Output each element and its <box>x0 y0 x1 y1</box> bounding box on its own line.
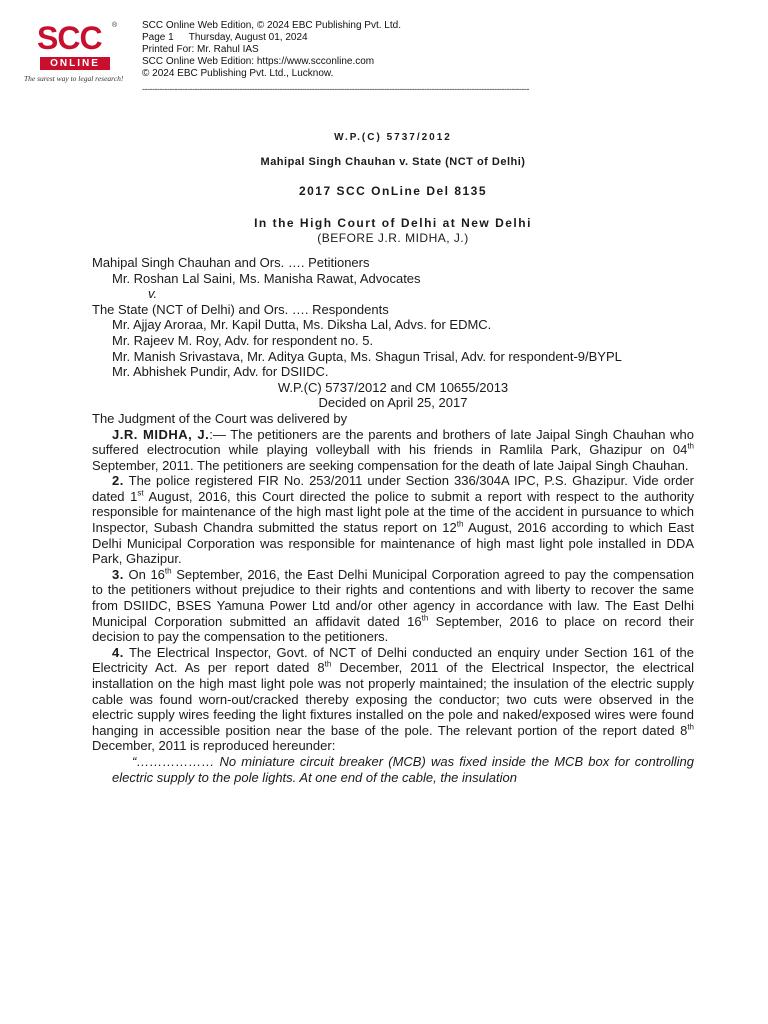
page-number: Page 1 <box>142 32 174 43</box>
paragraph-1: J.R. MIDHA, J.:— The petitioners are the parents and brothers of late Jaipal Singh Chauhan who suffered electrocution while playing volleyball with his friends in Ramlila Park, Ghazipur on 04th September, 2011. The petitioners are seeking compensation for the death of late Jaipal Singh Chauhan. <box>92 426 694 473</box>
scc-online-logo <box>24 20 136 90</box>
logo-online-banner: ONLINE <box>40 57 110 70</box>
paragraph-4: 4. The Electrical Inspector, Govt. of NCT of Delhi conducted an enquiry under Section 161 of the Electricity Act. As per report dated 8th December, 2011 of the Electrical Inspector, the electrical installation on the high mast light pole was not properly maintained; the insulation of the electric supply cable was found worn-out/cracked thereby exposing the conductor; two cuts were observed in the electric supply wires feeding the light fixtures installed on the pole and naked/exposed wires were found hanging in accessible position near the base of the pole. The relevant portion of the report dated 8th December, 2011 is reproduced hereunder: <box>92 644 694 754</box>
copyright-line: © 2024 EBC Publishing Pvt. Ltd., Lucknow. <box>142 68 334 79</box>
case-numbers: W.P.(C) 5737/2012 and CM 10655/2013 <box>277 379 509 395</box>
petitioners: Mahipal Singh Chauhan and Ors. …. Petitioners <box>92 254 370 270</box>
petitioner-counsel: Mr. Roshan Lal Saini, Ms. Manisha Rawat, Advocates <box>112 270 421 286</box>
logo-brand: SCC <box>37 20 102 56</box>
web-edition-url: SCC Online Web Edition: https://www.scconline.com <box>142 56 375 67</box>
judgment-body <box>92 130 694 785</box>
logo-registered-mark: ® <box>112 22 118 29</box>
header-rule: ----------------------------------------------------------------------------------------------------------------------------------------------------------- <box>142 84 530 94</box>
edition-line: SCC Online Web Edition, © 2024 EBC Publishing Pvt. Ltd. <box>142 20 401 31</box>
citation: 2017 SCC OnLine Del 8135 <box>298 184 488 199</box>
delivered-by: The Judgment of the Court was delivered by <box>92 410 348 426</box>
respondent-counsel-4: Mr. Abhishek Pundir, Adv. for DSIIDC. <box>112 364 329 380</box>
print-date: Thursday, August 01, 2024 <box>188 32 308 43</box>
quoted-report: “……………… No miniature circuit breaker (MCB) was fixed inside the MCB box for controlling electric supply to the pole lights. At one end of the cable, the insulation <box>112 753 694 785</box>
case-title: Mahipal Singh Chauhan v. State (NCT of Delhi) <box>260 155 526 168</box>
court-name: In the High Court of Delhi at New Delhi <box>254 215 532 230</box>
paragraph-3: 3. On 16th September, 2016, the East Delhi Municipal Corporation agreed to pay the compensation to the petitioners without prejudice to their rights and contentions and with liberty to recover the same from DSIIDC, BSES Yamuna Power Ltd and/or other agency in accordance with law. The East Delhi Municipal Corporation submitted an affidavit dated 16th September, 2016 to place on record their decision to pay the compensation to the petitioners. <box>92 566 694 645</box>
page-row <box>142 32 401 44</box>
printed-for: Printed For: Mr. Rahul IAS <box>142 44 259 55</box>
respondent-counsel-1: Mr. Ajjay Aroraa, Mr. Kapil Dutta, Ms. Diksha Lal, Advs. for EDMC. <box>112 317 492 333</box>
print-metadata <box>142 20 401 80</box>
logo-tagline: The surest way to legal research! <box>24 74 124 83</box>
respondents: The State (NCT of Delhi) and Ors. …. Respondents <box>92 301 389 317</box>
respondent-counsel-3: Mr. Manish Srivastava, Mr. Aditya Gupta, Ms. Shagun Trisal, Adv. for respondent-9/BYPL <box>112 348 622 364</box>
paragraph-2: 2. The police registered FIR No. 253/2011 under Section 336/304A IPC, P.S. Ghazipur. Vide order dated 1st August, 2016, this Court directed the police to submit a report with respect to the authority responsible for maintenance of the high mast light pole at the time of the accident in pursuance to which Inspector, Subash Chandra submitted the status report on 12th August, 2016 according to which East Delhi Municipal Corporation was responsible for maintenance of high mast light pole installed in DDA Park, Ghazipur. <box>92 473 695 567</box>
respondent-counsel-2: Mr. Rajeev M. Roy, Adv. for respondent no. 5. <box>112 332 374 348</box>
bench: (BEFORE J.R. MIDHA, J.) <box>317 231 469 246</box>
document-header <box>24 20 684 100</box>
writ-petition-number: W.P.(C) 5737/2012 <box>334 132 452 143</box>
versus: v. <box>148 286 158 302</box>
judge-name: J.R. MIDHA, J. <box>112 426 210 442</box>
decision-date: Decided on April 25, 2017 <box>318 395 468 411</box>
